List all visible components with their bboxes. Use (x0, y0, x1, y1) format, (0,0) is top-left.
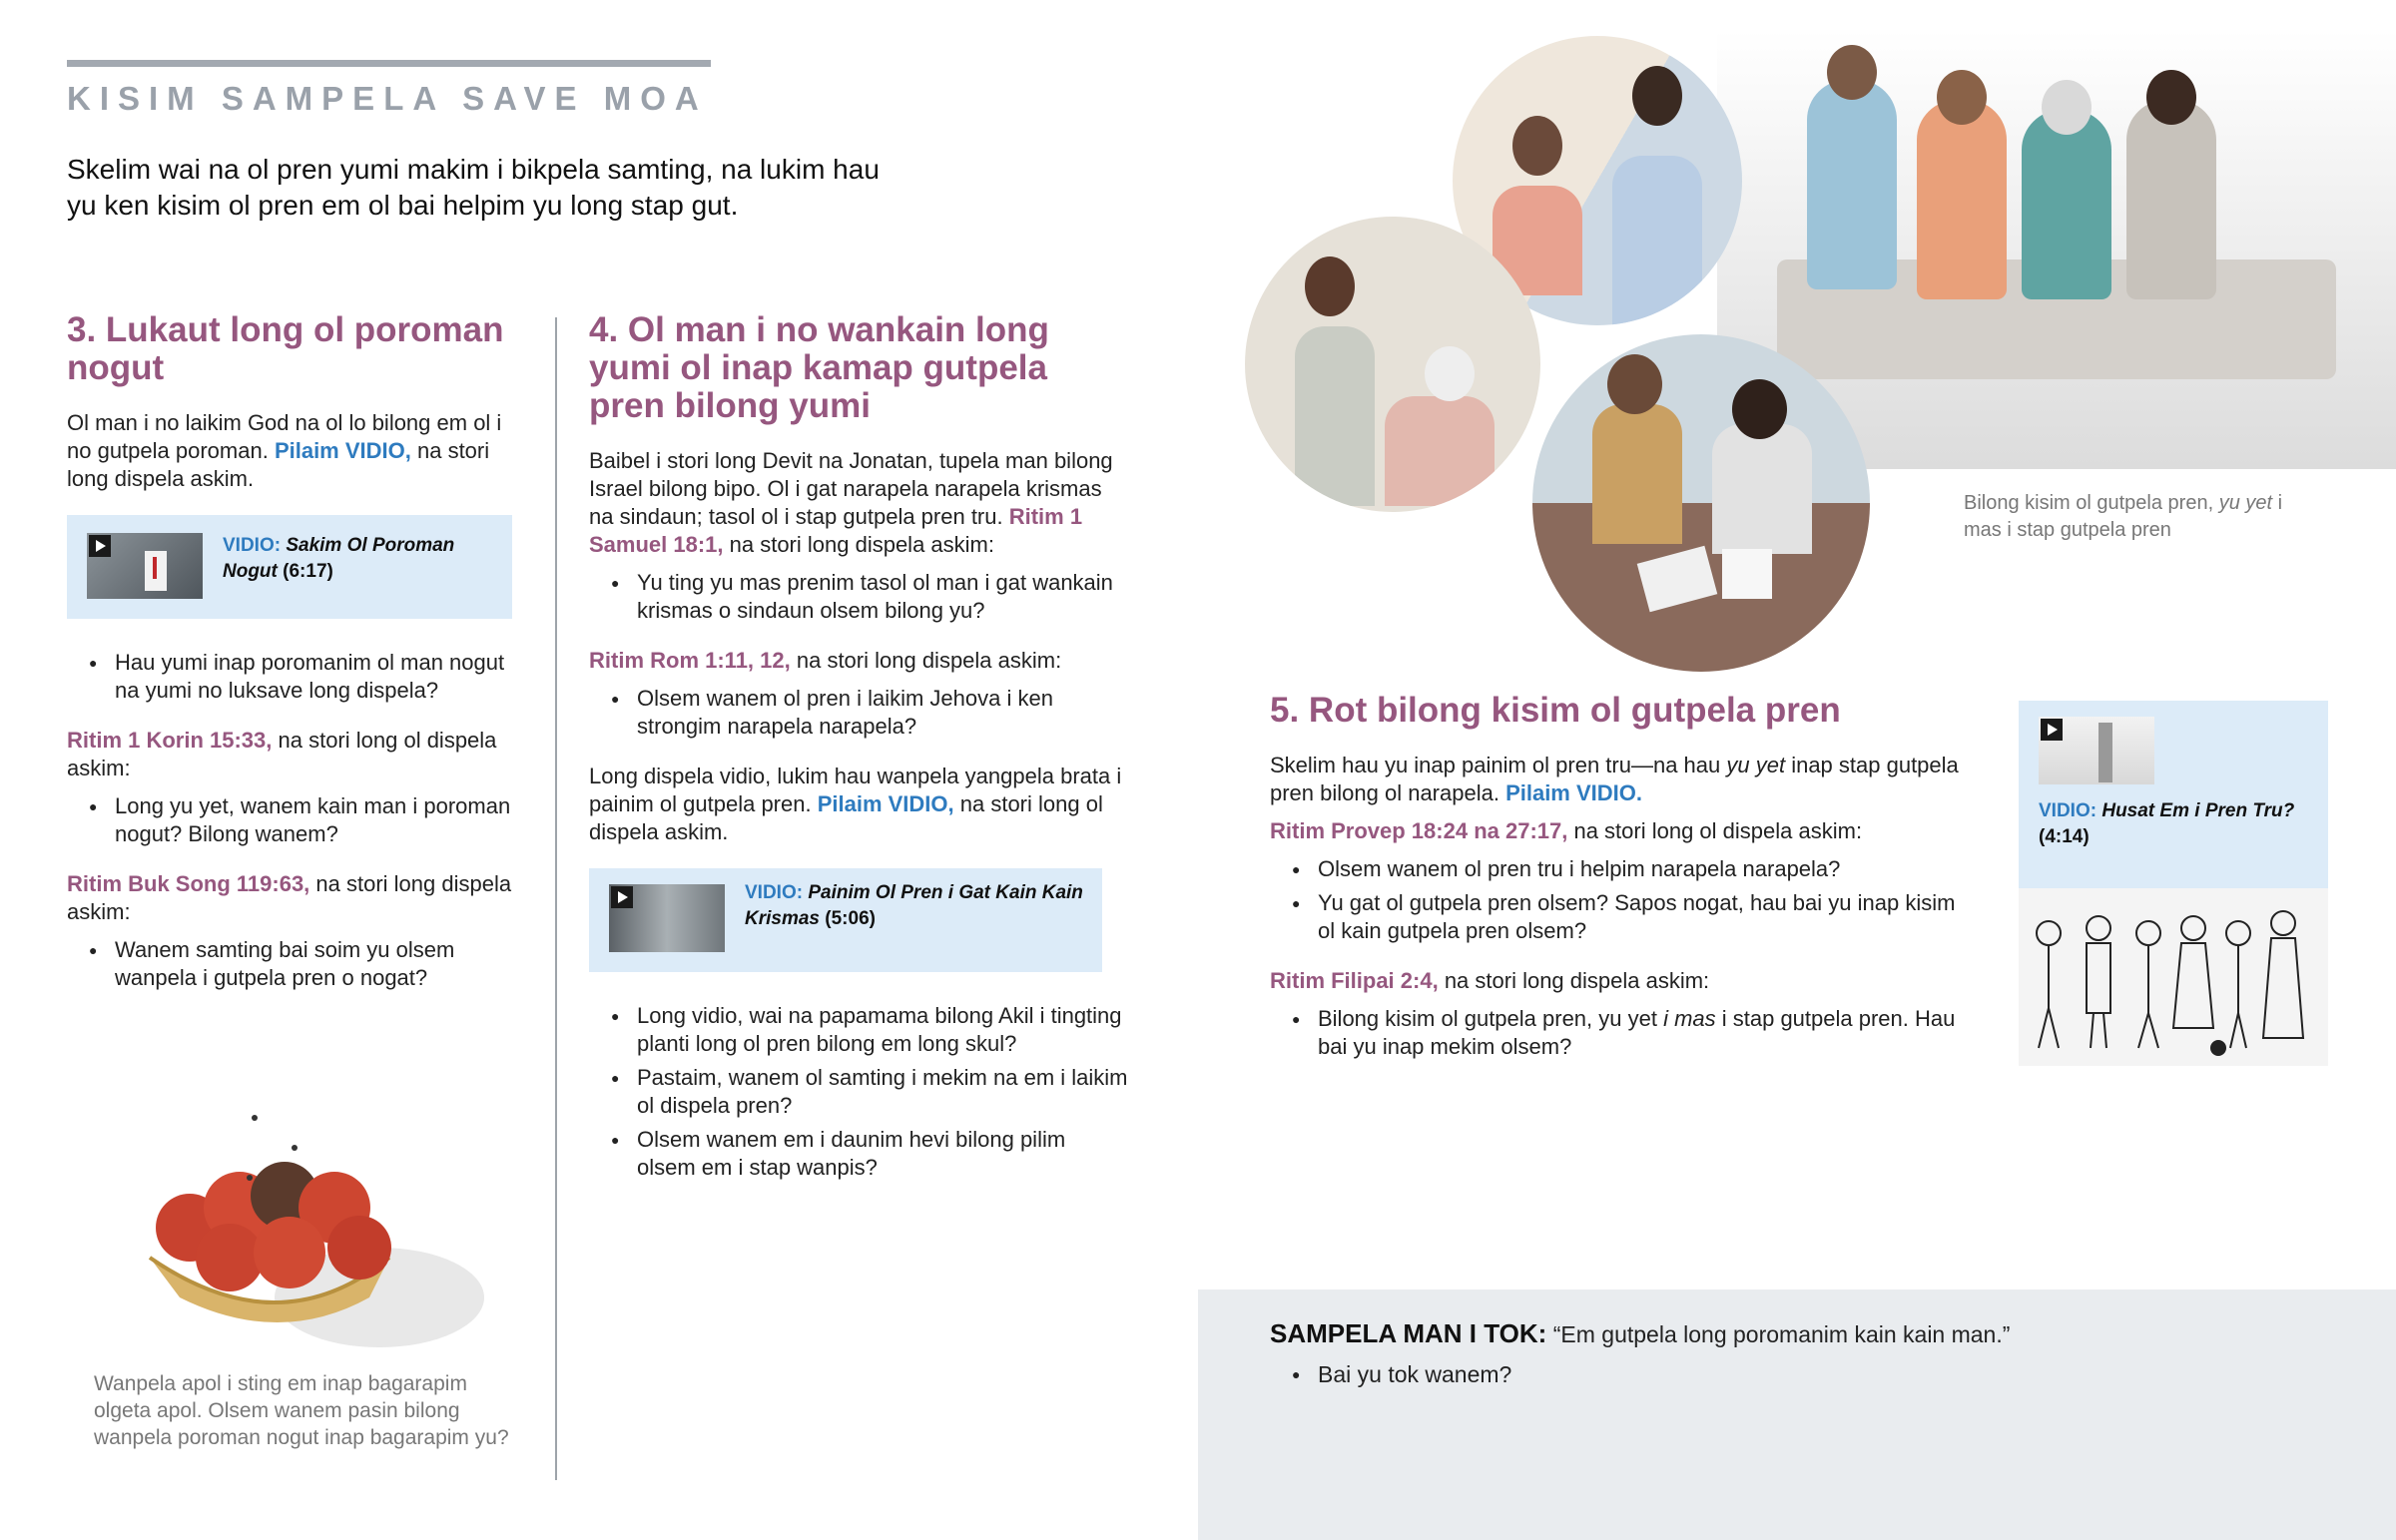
scripture-reference: Ritim Buk Song 119:63, na stori long dispela askim: (67, 871, 512, 924)
column-divider (555, 317, 557, 1480)
question-list (67, 792, 526, 848)
section-3-intro: Ol man i no laikim God na ol lo bilong em ol i no gutpela poroman. Pilaim VIDIO, na stori long dispela askim. (67, 410, 502, 491)
scripture-reference: Ritim Rom 1:11, 12, na stori long dispela askim: (589, 648, 1062, 673)
section-5-intro: Skelim hau yu inap painim ol pren tru—na hau yu yet inap stap gutpela pren bilong ol narapela. Pilaim VIDIO. (1270, 753, 1959, 805)
video-card-sakim-ol-poroman-nogut[interactable] (67, 515, 512, 619)
video-thumbnail[interactable] (609, 884, 725, 952)
apple-bowl-illustration (130, 1098, 489, 1357)
question-list (589, 1002, 1128, 1182)
section-3-title: 3. Lukaut long ol poroman nogut (67, 310, 504, 387)
video-thumbnail[interactable] (87, 533, 203, 599)
question-item: ● Bai yu tok wanem? (1318, 1360, 2348, 1388)
video-title: VIDIO: Sakim Ol Poroman Nogut (6:17) (223, 535, 455, 582)
question-list (589, 685, 1128, 741)
scripture-reference: Ritim Provep 18:24 na 27:17, na stori long ol dispela askim: (1270, 818, 1863, 843)
section-4-intro: Baibel i stori long Devit na Jonatan, tupela man bilong Israel bilong bipo. Ol i gat narapela narapela krismas na sindaun; tasol ol i stap gutpela pren tru. Ritim 1 Samuel 18:1, na stori long dispela askim: (589, 448, 1113, 557)
question-list (1270, 1360, 2348, 1388)
play-icon[interactable] (2041, 719, 2063, 741)
question-item: ● Hau yumi inap poromanim ol man nogut na yumi no luksave long dispela? (115, 649, 526, 705)
question-list (1270, 1005, 1959, 1061)
section-4-title: 4. Ol man i no wankain long yumi ol inap kamap gutpela pren bilong yumi (589, 310, 1049, 425)
play-icon[interactable] (611, 886, 633, 908)
video-thumbnail[interactable] (2039, 717, 2154, 784)
question-list (67, 936, 526, 992)
question-list (1270, 855, 1959, 945)
video-card-painim-ol-pren[interactable] (589, 868, 1102, 972)
question-item: ● Pastaim, wanem ol samting i mekim na em i laikim ol dispela pren? (637, 1064, 1128, 1120)
scripture-reference: Ritim Filipai 2:4, na stori long dispela askim: (1270, 968, 1710, 993)
sample-quote: SAMPELA MAN I TOK: “Em gutpela long poromanim kain kain man.” (1270, 1318, 2011, 1348)
scripture-link[interactable]: Ritim 1 Samuel 18:1, (589, 504, 1083, 557)
scripture-link[interactable]: Ritim 1 Korin 15:33, (67, 728, 273, 753)
people-sketch-illustration (2019, 888, 2328, 1066)
photo-caption: Bilong kisim ol gutpela pren, yu yet i mas i stap gutpela pren (1964, 492, 2283, 541)
sample-statement (1270, 1319, 2348, 1410)
scripture-link[interactable]: Ritim Provep 18:24 na 27:17, (1270, 818, 1568, 843)
video-title: VIDIO: Husat Em i Pren Tru? (4:14) (2039, 800, 2295, 847)
sample-label: SAMPELA MAN I TOK: (1270, 1318, 1547, 1348)
section-5-title: 5. Rot bilong kisim ol gutpela pren (1270, 691, 1841, 730)
scripture-link[interactable]: Ritim Buk Song 119:63, (67, 871, 310, 896)
section-3 (67, 311, 526, 1014)
scripture-reference: Ritim 1 Korin 15:33, na stori long ol dispela askim: (67, 728, 497, 780)
intro-text: Skelim wai na ol pren yumi makim i bikpela samting, na lukim hau yu ken kisim ol pren em ol bai helpim yu long stap gut. (67, 154, 880, 221)
question-item: ● Wanem samting bai soim yu olsem wanpela i gutpela pren o nogat? (115, 936, 526, 992)
section-rule (67, 60, 711, 67)
play-video-link[interactable]: Pilaim VIDIO, (817, 791, 954, 816)
section-5 (1270, 692, 1959, 1083)
scripture-link[interactable]: Ritim Filipai 2:4, (1270, 968, 1439, 993)
play-video-link[interactable]: Pilaim VIDIO. (1505, 780, 1642, 805)
question-item: ● Yu ting yu mas prenim tasol ol man i gat wankain krismas o sindaun olsem bilong yu? (637, 569, 1128, 625)
play-video-link[interactable]: Pilaim VIDIO, (274, 438, 411, 463)
question-list (589, 569, 1128, 625)
video-title: VIDIO: Painim Ol Pren i Gat Kain Kain Krismas (5:06) (745, 882, 1083, 929)
question-item: ● Bilong kisim ol gutpela pren, yu yet i mas i stap gutpela pren. Hau bai yu inap mekim olsem? (1318, 1005, 1959, 1061)
circle-photo-comforting-friend (1532, 334, 1870, 672)
scripture-link[interactable]: Ritim Rom 1:11, 12, (589, 648, 791, 673)
question-item: ● Long yu yet, wanem kain man i poroman nogut? Bilong wanem? (115, 792, 526, 848)
play-icon[interactable] (89, 535, 111, 557)
question-item: ● Long vidio, wai na papamama bilong Akil i tingting planti long ol pren bilong em long skul? (637, 1002, 1128, 1058)
circle-photo-visiting-elderly (1245, 217, 1540, 512)
question-item: ● Olsem wanem ol pren i laikim Jehova i ken strongim narapela narapela? (637, 685, 1128, 741)
question-item: ● Olsem wanem ol pren tru i helpim narapela narapela? (1318, 855, 1959, 883)
question-item: ● Olsem wanem em i daunim hevi bilong pilim olsem em i stap wanpis? (637, 1126, 1128, 1182)
apple-caption: Wanpela apol i sting em inap bagarapim olgeta apol. Olsem wanem pasin bilong wanpela poroman nogut inap bagarapim yu? (94, 1372, 509, 1449)
video-card-husat-em-i-pren-tru[interactable] (2019, 701, 2328, 1066)
section-title: KISIM SAMPELA SAVE MOA (67, 80, 708, 117)
question-item: ● Yu gat ol gutpela pren olsem? Sapos nogat, hau bai yu inap kisim ol kain gutpela pren olsem? (1318, 889, 1959, 945)
question-list (67, 649, 526, 705)
section-4 (589, 311, 1128, 1204)
section-4-video-intro: Long dispela vidio, lukim hau wanpela yangpela brata i painim ol gutpela pren. Pilaim VIDIO, na stori long ol dispela askim. (589, 764, 1122, 844)
